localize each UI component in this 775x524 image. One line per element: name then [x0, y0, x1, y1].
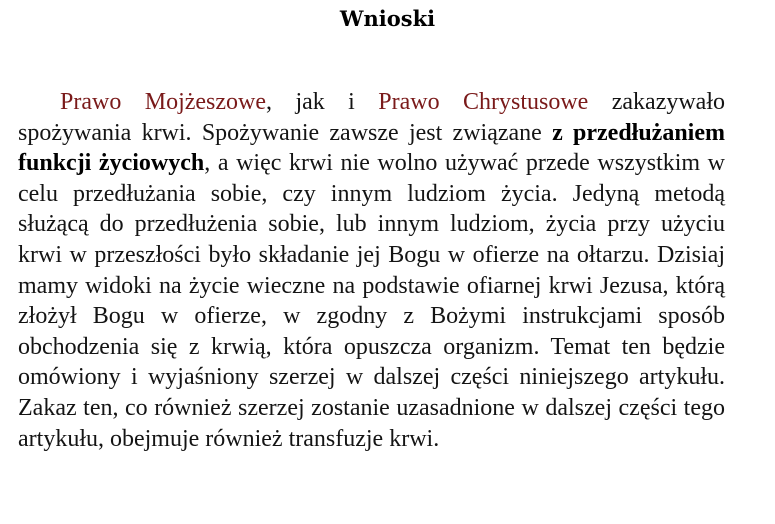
body-paragraph [18, 87, 725, 454]
paragraph-text-2: zakazywało spożywania krwi. Spożywanie zawsze jest związane [18, 89, 725, 146]
paragraph-text-3: , a więc krwi nie wolno używać przede wszystkim w celu przedłużania sobie, czy innym ludziom życia. Jedyną metodą służącą do przedłużenia sobie, lub innym ludziom, życia przy użyciu krwi w przeszłości było składanie jej Bogu w ofierze na ołtarzu. Dzisiaj mamy widoki na życie wieczne na podstawie ofiarnej krwi Jezusa, którą złożył Bogu w ofierze, w zgodny z Bożymi instrukcjami sposób obchodzenia się z krwią, która opuszcza organizm. Temat ten będzie omówiony i wyjaśniony szerzej w dalszej części niniejszego artykułu. Zakaz ten, co również szerzej zostanie uzasadnione w dalszej części tego artykułu, obejmuje również transfuzje krwi. [18, 150, 726, 452]
link-prawo-mojzeszowe[interactable]: Prawo Mojżeszowe [60, 89, 267, 115]
section-heading: Wnioski [339, 6, 436, 31]
paragraph-text-1: , jak i [266, 89, 379, 115]
paragraph-bold-phrase: z przedłużaniem funkcji życiowych [18, 119, 725, 177]
link-prawo-chrystusowe[interactable]: Prawo Chrystusowe [378, 89, 589, 115]
